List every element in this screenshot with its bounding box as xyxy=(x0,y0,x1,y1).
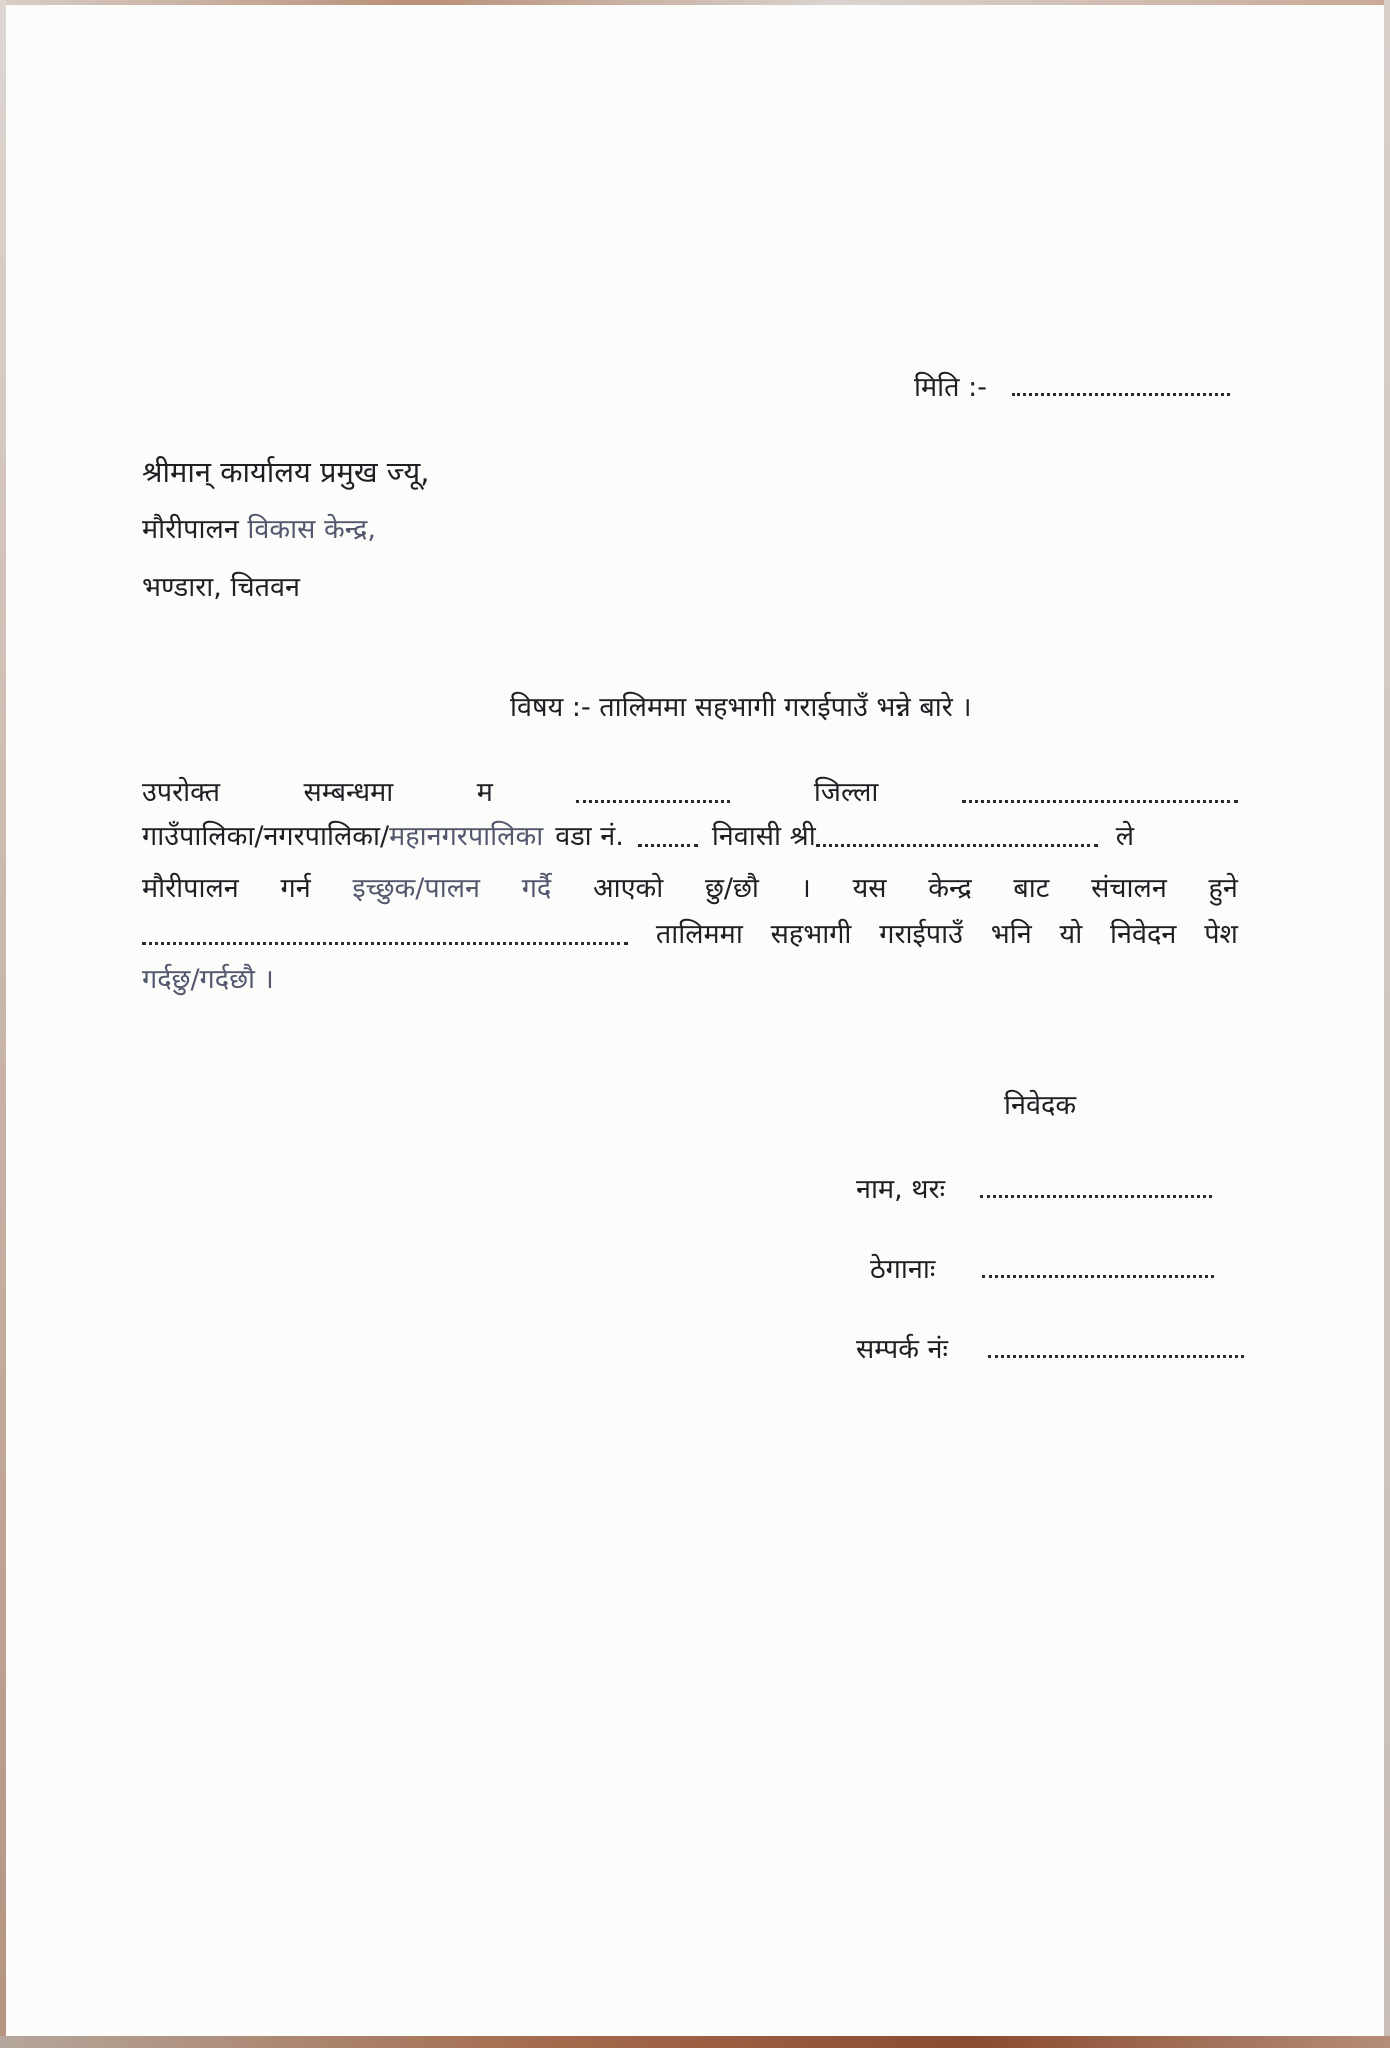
body-word: उपरोक्त xyxy=(142,777,221,808)
address-line-1: श्रीमान् कार्यालय प्रमुख ज्यू, xyxy=(142,455,430,489)
applicant-contact-label: सम्पर्क नंः xyxy=(856,1334,948,1365)
resident-name-field[interactable] xyxy=(816,844,1098,847)
body-word: भनि xyxy=(990,919,1032,950)
body-word: जिल्ला xyxy=(813,777,879,808)
applicant-name-line[interactable] xyxy=(980,1192,1212,1198)
paper-edge-left xyxy=(0,0,6,2048)
body-word: हुने xyxy=(1208,873,1238,904)
subject-line: विषय :- तालिममा सहभागी गराईपाउँ भन्ने बारे । xyxy=(510,692,972,723)
body-word: केन्द्र xyxy=(928,873,972,904)
body-line-3 xyxy=(142,866,1238,902)
applicant-name-field[interactable] xyxy=(576,800,730,803)
body-word: गराईपाउँ xyxy=(879,919,963,950)
body-word: यस xyxy=(852,873,887,904)
body-word: यो xyxy=(1059,919,1083,950)
address-line-2 xyxy=(142,516,376,543)
applicant-address-label: ठेगानाः xyxy=(870,1254,936,1285)
paper-edge-top xyxy=(0,0,1390,5)
body-word: । xyxy=(800,873,811,904)
body-word: बाट xyxy=(1013,873,1050,904)
body-word: सम्बन्धमा xyxy=(303,777,394,808)
body-text: वडा नं. xyxy=(555,821,624,852)
body-word: निवेदन xyxy=(1110,919,1177,950)
paper-sheet xyxy=(6,0,1384,2040)
body-text: गाउँपालिका/नगरपालिका/ xyxy=(142,821,390,852)
body-word: गर्दै xyxy=(521,873,552,904)
applicant-name-label: नाम, थरः xyxy=(856,1174,946,1205)
body-line-4 xyxy=(142,912,1238,948)
training-name-field[interactable] xyxy=(142,942,628,945)
date-field[interactable] xyxy=(1012,390,1230,396)
body-word: मौरीपालन xyxy=(142,873,239,904)
address-line-2-a: मौरीपालन xyxy=(142,514,239,545)
body-word: म xyxy=(476,777,493,808)
body-word: तालिममा xyxy=(655,919,743,950)
body-text: ले xyxy=(1115,821,1135,852)
applicant-title: निवेदक xyxy=(1004,1090,1077,1121)
date-label: मिति :- xyxy=(914,372,987,403)
paper-edge-bottom xyxy=(0,2036,1390,2048)
body-text: निवासी श्री xyxy=(711,821,816,852)
body-word: संचालन xyxy=(1091,873,1167,904)
body-word: पेश xyxy=(1204,919,1238,950)
district-field[interactable] xyxy=(962,800,1238,803)
body-word: इच्छुक/पालन xyxy=(352,873,480,904)
applicant-contact-line[interactable] xyxy=(988,1352,1244,1358)
body-word: छु/छौ xyxy=(704,873,759,904)
body-line-1 xyxy=(142,772,1238,806)
body-word: सहभागी xyxy=(770,919,852,950)
ward-number-field[interactable] xyxy=(638,844,698,847)
body-word: आएको xyxy=(592,873,664,904)
address-line-2-b: विकास केन्द्र, xyxy=(247,514,376,545)
body-text: महानगरपालिका xyxy=(389,821,544,852)
applicant-address-line[interactable] xyxy=(982,1272,1214,1278)
paper-edge-right xyxy=(1384,0,1390,2048)
body-line-5: गर्दछु/गर्दछौ । xyxy=(142,964,274,995)
body-line-2 xyxy=(142,814,1238,850)
address-line-3: भण्डारा, चितवन xyxy=(142,572,300,603)
body-word: गर्न xyxy=(280,873,311,904)
